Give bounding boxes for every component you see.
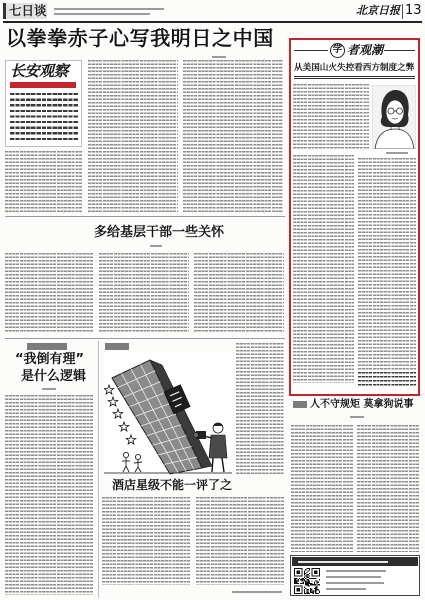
qr-module [308,580,309,581]
qr-module [304,589,305,590]
scholar-headline: 从美国山火失控看西方制度之弊 [294,63,415,73]
issue-info-line [54,13,150,15]
qr-module [295,582,296,583]
qr-module [311,589,312,590]
scholar-body-column [358,158,416,370]
qr-module [308,589,309,590]
qr-module [315,584,316,585]
qr-module [303,583,304,584]
qr-module [314,590,315,591]
logic-byline [42,388,56,390]
qr-module [309,578,310,579]
qr-module [294,580,295,581]
qr-module [310,590,311,591]
scholar-column-box [289,38,420,396]
column-header-rule [384,50,415,51]
qr-module [311,578,312,579]
qr-module [306,583,307,584]
section-divider [5,338,285,339]
qr-module [305,580,306,581]
qr-module [318,589,319,590]
qr-module [305,584,306,585]
qr-module [294,582,295,583]
qr-module [305,569,306,570]
qr-module [311,584,312,585]
qr-module [314,584,315,585]
qr-module [318,593,319,594]
qr-module [315,588,316,589]
qr-module [296,578,297,579]
qr-module [315,578,316,579]
qr-module [295,580,296,581]
qr-module [306,572,307,573]
qr-module [310,592,311,593]
qr-module [311,592,312,593]
qr-module [313,578,314,579]
qr-module [308,592,309,593]
qr-module [294,578,295,579]
qr-promo-title-bar [292,557,418,566]
changan-column-logo: 长安观察 [10,62,69,80]
page-number: 13 [405,3,422,18]
rules-headline: 人不守规矩 莫拿狗说事 [310,399,414,410]
qr-module [301,580,302,581]
scholar-body-intro [293,84,369,150]
qr-module [316,587,317,588]
qr-module [309,593,310,594]
qr-module [308,579,309,580]
qr-module [306,568,307,569]
qr-module [304,592,305,593]
qr-module [315,593,316,594]
qr-module [316,580,317,581]
qr-module [311,583,312,584]
qr-module [315,592,316,593]
qr-module [309,568,310,569]
qr-module [304,572,305,573]
qr-finder [296,588,300,592]
qr-module [308,583,309,584]
qr-module [316,589,317,590]
column-header-rule [294,50,328,51]
grassroots-byline [150,245,162,247]
qr-module [303,578,304,579]
qr-module [294,583,295,584]
qr-code-icon [294,568,320,594]
qr-module [309,585,310,586]
qr-module [306,577,307,578]
qr-module [305,573,306,574]
qr-module [298,583,299,584]
column-divider [98,341,99,598]
qr-module [314,578,315,579]
main-byline [212,56,226,58]
qr-module [306,584,307,585]
qr-promo-box [290,555,420,596]
qr-module [306,574,307,575]
main-body-column [183,60,283,212]
qr-module [308,577,309,578]
qr-module [315,590,316,591]
qr-module [319,592,320,593]
rules-body-column [357,425,419,552]
qr-promo-line [326,570,386,572]
qr-module [306,590,307,591]
qr-module [308,585,309,586]
qr-module [315,589,316,590]
qr-module [306,593,307,594]
qr-module [305,578,306,579]
qr-module [298,580,299,581]
qr-promo-line [326,588,366,590]
qr-finder [314,570,318,574]
rules-byline [350,416,364,418]
qr-module [310,578,311,579]
qr-module [314,588,315,589]
qr-module [308,568,309,569]
qr-module [305,588,306,589]
grassroots-body-column [5,253,94,333]
qr-module [318,582,319,583]
qr-module [299,578,300,579]
qr-module [294,579,295,580]
section-tab [3,3,47,19]
qr-module [306,579,307,580]
qr-module [316,588,317,589]
qr-module [304,593,305,594]
qr-module [319,590,320,591]
qr-module [309,569,310,570]
qr-module [305,582,306,583]
issue-info-line [54,8,164,10]
qr-module [314,582,315,583]
qr-module [310,583,311,584]
grassroots-body-column [194,253,284,333]
qr-module [309,582,310,583]
author-note [358,372,416,386]
cartoon-body-column [102,497,190,585]
qr-promo-title-text [298,561,388,563]
qr-module [316,583,317,584]
qr-module [310,589,311,590]
qr-module [311,580,312,581]
logo-separator [402,4,403,19]
section-divider [5,216,285,217]
qr-module [314,583,315,584]
qr-module [304,577,305,578]
cartoon-body-column [196,497,284,585]
qr-module [305,593,306,594]
rules-body-column [291,425,353,552]
cartoon-credit-line [232,591,282,593]
newspaper-logo: 北京日报 [356,4,400,17]
main-lead-paragraph [10,93,78,143]
qr-module [298,579,299,580]
qr-module [309,580,310,581]
qr-finder [296,570,300,574]
logic-headline-line2: 是什么逻辑 [21,369,87,384]
qr-module [296,583,297,584]
qr-module [309,583,310,584]
logic-headline-line1: “我倒有理” [15,352,85,367]
scholar-column-name: 者观潮 [347,43,384,57]
qr-module [306,575,307,576]
qr-module [308,574,309,575]
qr-module [305,575,306,576]
grassroots-body-column [99,253,189,333]
scholar-body-column [293,155,354,383]
qr-module [295,583,296,584]
qr-module [319,584,320,585]
qr-module [296,580,297,581]
logic-column-tag [27,343,67,350]
author-portrait [372,85,416,149]
qr-module [313,584,314,585]
qr-module [301,583,302,584]
qr-module [319,579,320,580]
qr-module [301,579,302,580]
qr-module [300,579,301,580]
qr-module [304,574,305,575]
qr-promo-line [326,582,384,584]
qr-module [308,584,309,585]
qr-module [295,579,296,580]
qr-module [295,578,296,579]
author-photo-caption [386,152,408,154]
qr-module [303,582,304,583]
qr-module [313,590,314,591]
section-tab-label: 七日谈 [9,3,47,18]
qr-promo-line [326,576,381,578]
qr-module [306,582,307,583]
qr-module [316,582,317,583]
changan-column-box [5,60,82,147]
qr-module [310,588,311,589]
qr-module [308,582,309,583]
qr-module [308,570,309,571]
hotel-star-rating-cartoon [104,352,232,475]
qr-module [315,587,316,588]
qr-module [304,580,305,581]
grassroots-headline: 多给基层干部一些关怀 [94,225,225,240]
qr-module [304,587,305,588]
cartoon-caption: 酒店星级不能一评了之 [112,478,233,492]
cartoon-side-body-column [236,343,284,475]
qr-module [296,582,297,583]
qr-module [315,580,316,581]
portrait-face [386,100,404,124]
header-rule [3,21,422,23]
main-body-column [88,60,178,212]
qr-module [304,579,305,580]
qr-module [305,583,306,584]
qr-module [309,573,310,574]
logic-body-column [5,395,94,595]
qr-module [304,570,305,571]
main-body-column [5,151,82,212]
qr-module [304,590,305,591]
qr-module [303,579,304,580]
qr-module [308,593,309,594]
qr-module [313,592,314,593]
circle-badge-icon: 学 [330,43,345,58]
qr-module [300,583,301,584]
qr-module [313,593,314,594]
rules-column-tag [293,401,307,408]
cartoon-column-tag [105,343,129,350]
changan-column-banner [10,82,76,88]
qr-module [309,575,310,576]
qr-module [301,578,302,579]
qr-module [310,584,311,585]
qr-module [306,589,307,590]
qr-module [306,592,307,593]
main-headline: 以拳拳赤子心写我明日之中国 [6,26,274,50]
qr-module [318,584,319,585]
qr-module [316,593,317,594]
qr-module [304,573,305,574]
scholar-headline-rule [294,76,415,79]
qr-module [316,585,317,586]
